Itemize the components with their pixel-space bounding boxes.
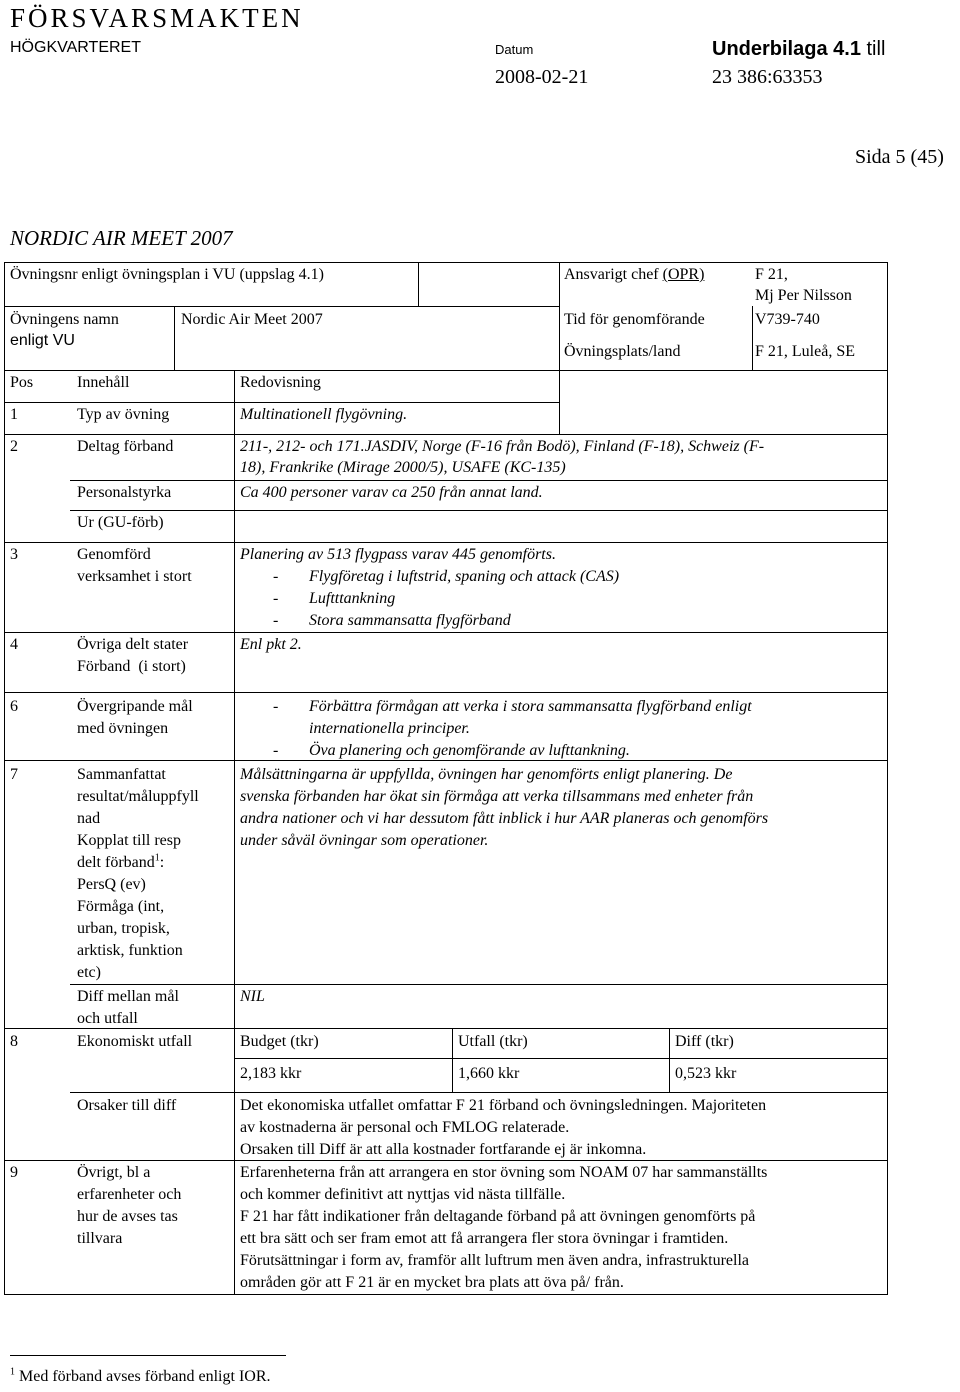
execution-time-value: V739-740 [755, 311, 820, 328]
row-7-value-line-1: Målsättningarna är uppfyllda, övningen har genomförts enligt planering. De [240, 766, 733, 783]
diff-goal-outcome-label-1: Diff mellan mål [77, 988, 179, 1005]
bullet-dash: - [273, 742, 279, 759]
outcome-value: 1,660 kkr [458, 1065, 520, 1082]
row-6-bullet-2: Öva planering och genomförande av lufttankning. [309, 742, 630, 759]
row-3-value: Planering av 513 flygpass varav 445 genomförts. [240, 546, 556, 563]
row-2-pos: 2 [10, 438, 18, 455]
row-9-label-line-3: hur de avses tas [77, 1208, 178, 1225]
gu-unit-label: Ur (GU-förb) [77, 514, 164, 531]
row-4-label-line-2: Förband (i stort) [77, 658, 186, 675]
footnote-text: Med förband avses förband enligt IOR. [19, 1368, 271, 1385]
row-7-value-line-4: under såväl övningar som operationer. [240, 832, 489, 849]
diff-header: Diff (tkr) [675, 1033, 734, 1050]
row-7-label-line-3: nad [77, 810, 101, 827]
responsible-chief-value-unit: F 21, [755, 266, 788, 283]
diff-causes-line-2: av kostnaderna är personal och FMLOG relaterade. [240, 1119, 570, 1136]
column-header-content: Innehåll [77, 374, 130, 391]
row-1-label: Typ av övning [77, 406, 170, 423]
budget-value: 2,183 kkr [240, 1065, 302, 1082]
exercise-location-label: Övningsplats/land [564, 343, 681, 360]
page-number: Sida 5 (45) [855, 146, 944, 168]
row-9-label-line-1: Övrigt, bl a [77, 1164, 151, 1181]
row-7-label-text: delt förband [77, 854, 155, 871]
row-8-pos: 8 [10, 1033, 18, 1050]
row-6-label-line-2: med övningen [77, 720, 169, 737]
opr-abbreviation: (OPR) [662, 266, 705, 283]
row-6-label-line-1: Övergripande mål [77, 698, 193, 715]
org-name: FÖRSVARSMAKTEN [10, 3, 304, 33]
row-7-label-line-9: arktisk, funktion [77, 942, 183, 959]
row-4-value: Enl pkt 2. [240, 636, 302, 653]
row-3-bullet-3: Stora sammansatta flygförband [309, 612, 511, 629]
row-7-label-line-6: PersQ (ev) [77, 876, 146, 893]
row-7-pos: 7 [10, 766, 18, 783]
row-7-label-line-2: resultat/måluppfyll [77, 788, 199, 805]
personnel-strength-label: Personalstyrka [77, 484, 172, 501]
responsible-chief-label [564, 264, 704, 286]
row-8-label: Ekonomiskt utfall [77, 1033, 193, 1050]
exercise-name-label-2: enligt VU [10, 332, 75, 349]
exercise-number-label: Övningsnr enligt övningsplan i VU (uppslag 4.1) [10, 266, 324, 283]
row-9-label-line-4: tillvara [77, 1230, 123, 1247]
row-9-value-line-1: Erfarenheterna från att arrangera en stor övning som NOAM 07 har sammanställts [240, 1164, 768, 1181]
personnel-strength-value: Ca 400 personer varav ca 250 från annat land. [240, 484, 543, 501]
row-4-pos: 4 [10, 636, 18, 653]
row-3-pos: 3 [10, 546, 18, 563]
responsible-chief-value-name: Mj Per Nilsson [755, 287, 852, 304]
row-7-label-line-10: etc) [77, 964, 101, 981]
row-6-bullet-1: Förbättra förmågan att verka i stora sammansatta flygförband enligt [309, 698, 752, 715]
execution-time-label: Tid för genomförande [564, 311, 705, 328]
diff-causes-line-1: Det ekonomiska utfallet omfattar F 21 förband och övningsledningen. Majoriteten [240, 1097, 767, 1114]
column-header-pos: Pos [10, 374, 34, 391]
row-7-label-line-8: urban, tropisk, [77, 920, 170, 937]
diff-causes-line-3: Orsaken till Diff är att alla kostnader fortfarande ej är inkomna. [240, 1141, 647, 1158]
footnote-separator [10, 1355, 286, 1356]
document-title-rest: till [866, 38, 886, 60]
row-9-value-line-6: områden gör att F 21 är en mycket bra plats att öva på/ från. [240, 1274, 624, 1291]
row-1-value: Multinationell flygövning. [240, 406, 408, 423]
row-1-pos: 1 [10, 406, 18, 423]
row-3-label-line-2: verksamhet i stort [77, 568, 192, 585]
hq-name: HÖGKVARTERET [10, 39, 141, 56]
diff-value: 0,523 kkr [675, 1065, 737, 1082]
row-2-label: Deltag förband [77, 438, 174, 455]
row-9-value-line-5: Förutsättningar i form av, framför allt luftrum men även andra, infrastrukturella [240, 1252, 750, 1269]
diff-causes-label: Orsaker till diff [77, 1097, 177, 1114]
responsible-chief-text: Ansvarigt chef [564, 266, 659, 283]
row-9-value-line-2: och kommer definitivt att nyttjas vid nästa tillfälle. [240, 1186, 566, 1203]
exercise-name-label: Övningens namn [10, 311, 119, 328]
exercise-name-value: Nordic Air Meet 2007 [181, 311, 323, 328]
row-7-value-line-3: andra nationer och vi har dessutom fått inblick i hur AAR planeras och genomförs [240, 810, 769, 827]
row-2-value-line-2: 18), Frankrike (Mirage 2000/5), USAFE (KC-135) [240, 459, 566, 476]
row-2-value-line-1: 211-, 212- och 171.JASDIV, Norge (F-16 från Bodö), Finland (F-18), Schweiz (F- [240, 438, 765, 455]
document-title [712, 36, 885, 62]
document-title-bold: Underbilaga 4.1 [712, 38, 861, 60]
row-6-pos: 6 [10, 698, 18, 715]
outcome-header: Utfall (tkr) [458, 1033, 528, 1050]
bullet-dash: - [273, 612, 279, 629]
row-7-label-line-4: Kopplat till resp [77, 832, 181, 849]
row-3-bullet-2: Luftttankning [309, 590, 396, 607]
footnote-reference: 1 [154, 852, 160, 864]
bullet-dash: - [273, 698, 279, 715]
footnote-number: 1 [10, 1366, 15, 1378]
column-header-report: Redovisning [240, 374, 321, 391]
exercise-location-value: F 21, Luleå, SE [755, 343, 855, 360]
row-4-label-line-1: Övriga delt stater [77, 636, 189, 653]
footnote [10, 1366, 271, 1388]
date-label: Datum [495, 42, 534, 57]
row-7-label-colon: : [159, 854, 165, 871]
budget-header: Budget (tkr) [240, 1033, 319, 1050]
row-9-value-line-4: ett bra sätt och ser fram emot att få arrangera fler stora övningar i framtiden. [240, 1230, 729, 1247]
row-7-label-line-1: Sammanfattat [77, 766, 166, 783]
document-date: 2008-02-21 [495, 66, 589, 88]
row-7-value-line-2: svenska förbanden har ökat sin förmåga att verka tillsammans med enheter från [240, 788, 754, 805]
row-9-pos: 9 [10, 1164, 18, 1181]
document-number: 23 386:63353 [712, 66, 823, 88]
bullet-dash: - [273, 590, 279, 607]
row-9-label-line-2: erfarenheter och [77, 1186, 182, 1203]
row-3-bullet-1: Flygföretag i luftstrid, spaning och attack (CAS) [309, 568, 620, 585]
section-title: NORDIC AIR MEET 2007 [10, 226, 233, 250]
row-9-value-line-3: F 21 har fått indikationer från deltagande förband på att övningen genomförts på [240, 1208, 756, 1225]
row-3-label-line-1: Genomförd [77, 546, 151, 563]
row-7-label-line-5 [77, 852, 164, 874]
bullet-dash: - [273, 568, 279, 585]
diff-goal-outcome-label-2: och utfall [77, 1010, 138, 1027]
row-6-bullet-1-cont: internationella principer. [309, 720, 470, 737]
row-7-label-line-7: Förmåga (int, [77, 898, 165, 915]
diff-goal-outcome-value: NIL [240, 988, 265, 1005]
